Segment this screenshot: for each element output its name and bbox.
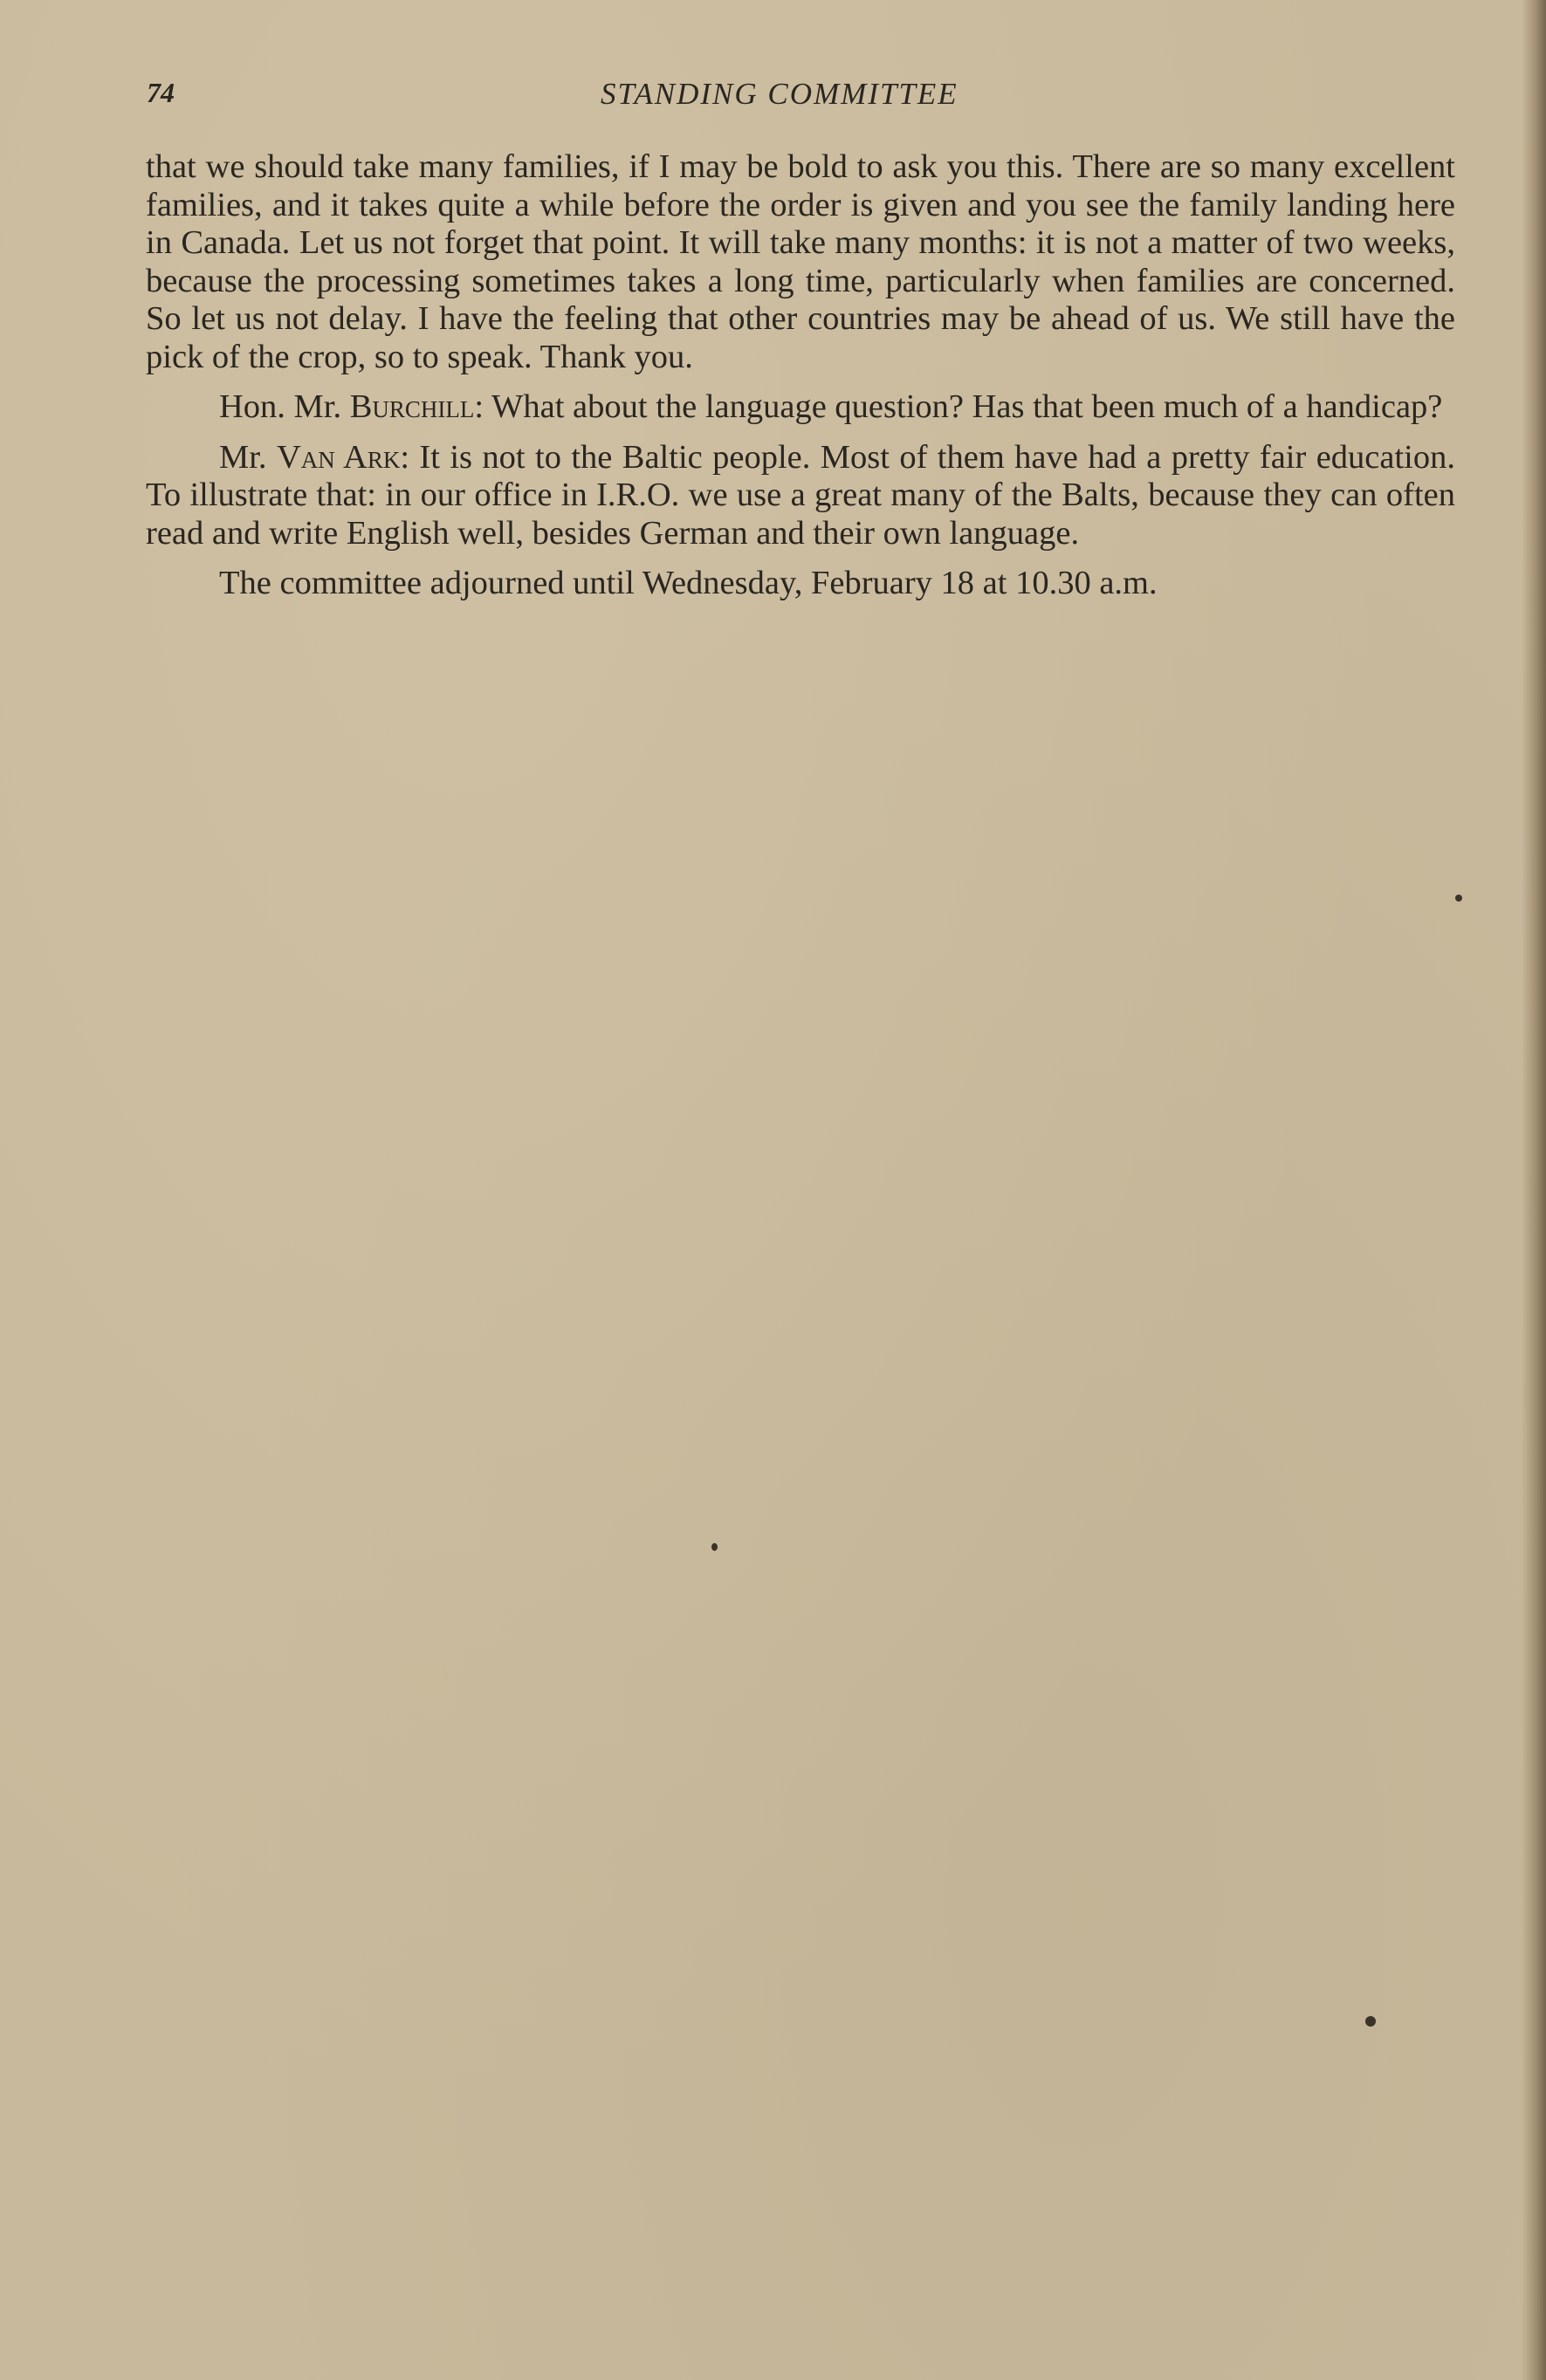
page-number: 74	[147, 77, 175, 108]
paper-speck	[1365, 2016, 1376, 2027]
page-header	[147, 77, 1456, 115]
speaker-prefix: Hon. Mr.	[219, 388, 350, 425]
running-head: STANDING COMMITTEE	[601, 77, 959, 111]
closing-note: The committee adjourned until Wednesday, February 18 at 10.30 a.m.	[219, 565, 1158, 601]
paper-speck	[711, 1543, 718, 1551]
paragraph-van-ark	[146, 439, 1455, 553]
paragraph-continuation	[146, 148, 1455, 376]
paragraph-text: that we should take many families, if I may be bold to ask you this. There are so many excellent families, and it takes quite a while before the order is given and you see the family landing here in Canada. Let us not forget that point. It will take many months: it is not a matter of two weeks, because the processing sometimes takes a long time, particularly when families are concerned. So let us not delay. I have the feeling that other countries may be ahead of us. We still have the pick of the crop, so to speak. Thank you.	[146, 148, 1455, 375]
body-text	[146, 148, 1455, 636]
paragraph-burchill	[146, 388, 1455, 427]
speaker-name: Van Ark	[276, 438, 401, 476]
speaker-prefix: Mr.	[219, 438, 277, 476]
speaker-name: Burchill	[349, 388, 475, 425]
paragraph-text: : It is not to the Baltic people. Most of them have had a pretty fair education. To illustrate that: in our office in I.R.O. we use a great many of the Balts, because they can often read and write English well, besides German and their own language.	[146, 438, 1455, 552]
paragraph-text: : What about the language question? Has that been much of a handicap?	[474, 388, 1443, 425]
paper-speck	[1455, 895, 1462, 902]
page-edge-shadow	[1522, 0, 1546, 2380]
